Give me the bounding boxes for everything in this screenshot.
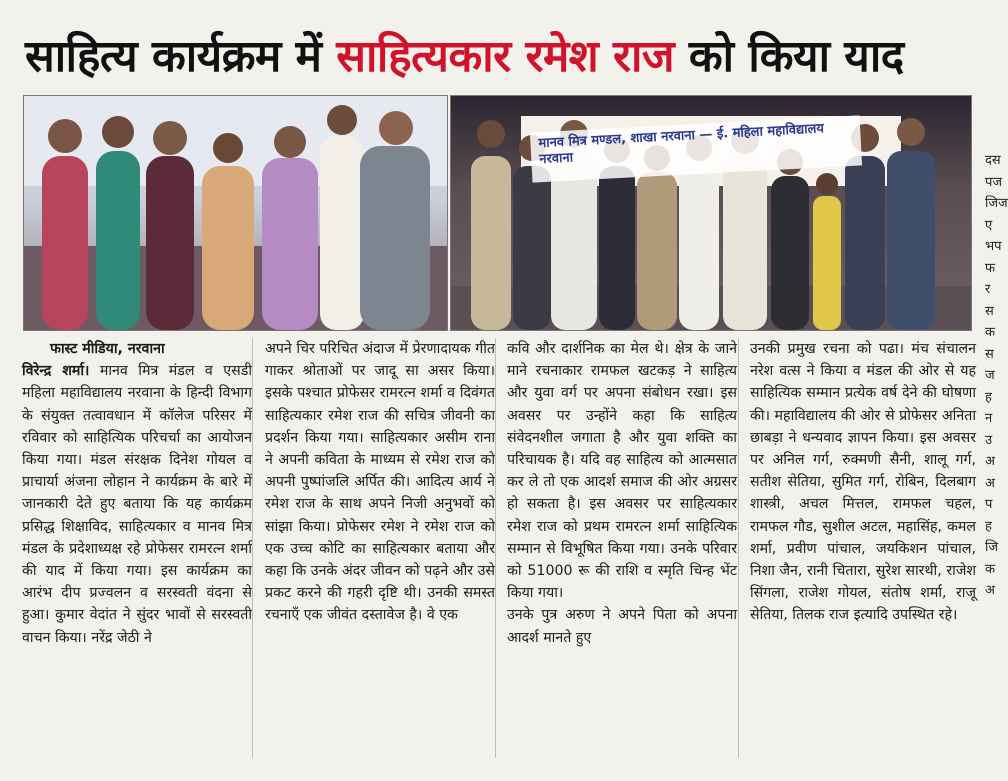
photo-award-ceremony <box>450 95 972 331</box>
column-divider <box>252 338 253 758</box>
column-3-text: कवि और दार्शनिक का मेल थे। क्षेत्र के जाने माने रचनाकार रामफल खटकड़ ने साहित्य और युवा वर्ग पर अपना संबोधन रखा। इस अवसर पर उन्होंने कहा कि साहित्य संवेदनशील जगाता है और युवा शक्ति का परिचायक है। यदि वह साहित्य को आत्मसात कर ले तो एक आदर्श समाज की ओर अग्रसर हो सकता है। इस अवसर पर साहित्यकार रमेश राज को प्रथम रामरत्न शर्मा साहित्यिक सम्मान से विभूषित किया गया। उनके परिवार को 51000 रू की राशि व स्मृति चिन्ह भेंट किया गया। <box>507 341 737 602</box>
column-divider <box>495 338 496 758</box>
byline: विरेन्द्र शर्मा। <box>22 363 90 380</box>
dateline: फास्ट मीडिया, नरवाना <box>50 341 165 357</box>
column-divider <box>738 338 739 758</box>
headline-part-1: साहित्य कार्यक्रम में <box>25 31 337 82</box>
headline-part-3: को किया याद <box>674 31 904 82</box>
photo-lamp-lighting <box>23 95 448 331</box>
article-column-4 <box>750 338 976 778</box>
photo-left-illustration <box>24 96 447 330</box>
headline-highlight: साहित्यकार रमेश राज <box>336 31 675 82</box>
headline <box>25 26 970 88</box>
article-column-3 <box>507 338 737 778</box>
column-2-text: अपने चिर परिचित अंदाज में प्रेरणादायक गीत गाकर श्रोताओं पर जादू सा असर किया। इसके पश्चात प्रोफेसर रामरत्न शर्मा व दिवंगत साहित्यकार रमेश राज की सचित्र जीवनी का प्रदर्शन किया गया। साहित्यकार असीम राना ने अपनी कविता के माध्यम से रमेश राज को अपनी पुष्पांजलि अर्पित की। आदित्य आर्य ने रमेश राज के साथ अपने निजी अनुभवों को सांझा किया। प्रोफेसर रमेश ने रमेश राज को एक उच्च कोटि का साहित्यकार बताया और कहा कि उनके अंदर जीवन को पढ़ने और उसे प्रकट करने की गहरी दृष्टि थी। उनकी समस्त रचनाएँ एक जीवंत दस्तावेज है। वे एक <box>265 341 495 624</box>
photo-banner: मानव मित्र मण्डल, शाखा नरवाना — ई. महिला महाविद्यालय नरवाना <box>530 115 862 182</box>
adjacent-article-edge: दस पज जिज ए भप फ र स क स ज ह न उ अ अ प ह जि क अ <box>985 153 1008 598</box>
column-3-text-continued: उनके पुत्र अरुण ने अपने पिता को अपना आदर्श मानते हुए <box>507 607 737 646</box>
column-4-text: उनकी प्रमुख रचना को पढा। मंच संचालन नरेश वत्स ने किया व मंडल की ओर से यह साहित्यिक सम्मान प्रत्येक वर्ष देने की घोषणा की। महाविद्यालय की ओर से प्रोफेसर अनिता छाबड़ा ने धन्यवाद ज्ञापन किया। इस अवसर पर अनिल गर्ग, रुक्मणी सैनी, शालू गर्ग, सतीश सेतिया, सुमित गर्ग, रोबिन, दिलबाग शास्त्री, अचल मित्तल, रामफल चहल, रामफल गौड, सुशील अटल, महासिंह, कमल शर्मा, प्रवीण पांचाल, जयकिशन पांचाल, निशा जैन, रानी चितारा, सुरेश सारथी, राजेश सिंगला, राजेश गोयल, संतोष शर्मा, राजू सेतिया, तिलक राज इत्यादि उपस्थित रहे। <box>750 341 976 624</box>
column-1-text: मानव मित्र मंडल व एसडी महिला महाविद्यालय नरवाना के हिन्दी विभाग के संयुक्त तत्वावधान में कॉलेज परिसर में रविवार को साहित्यिक परिचर्चा का आयोजन किया गया। मंडल संरक्षक दिनेश गोयल व प्राचार्या अंजना लोहान ने कार्यक्रम के बारे में जानकारी देते हुए बताया कि यह कार्यक्रम प्रसिद्ध शिक्षाविद, साहित्यकार व मानव मित्र मंडल के प्रदेशाध्यक्ष रहे प्रोफेसर रामरत्न शर्मा की याद में किया गया। इस कार्यक्रम का आरंभ दीप प्रज्वलन व सरस्वती वंदना से हुआ। कुमार वेदांत ने सुंदर भावों से सरस्वती वाचन किया। नरेंद्र जेठी ने <box>22 363 253 646</box>
article-column-1 <box>22 338 252 778</box>
article-column-2 <box>265 338 495 778</box>
